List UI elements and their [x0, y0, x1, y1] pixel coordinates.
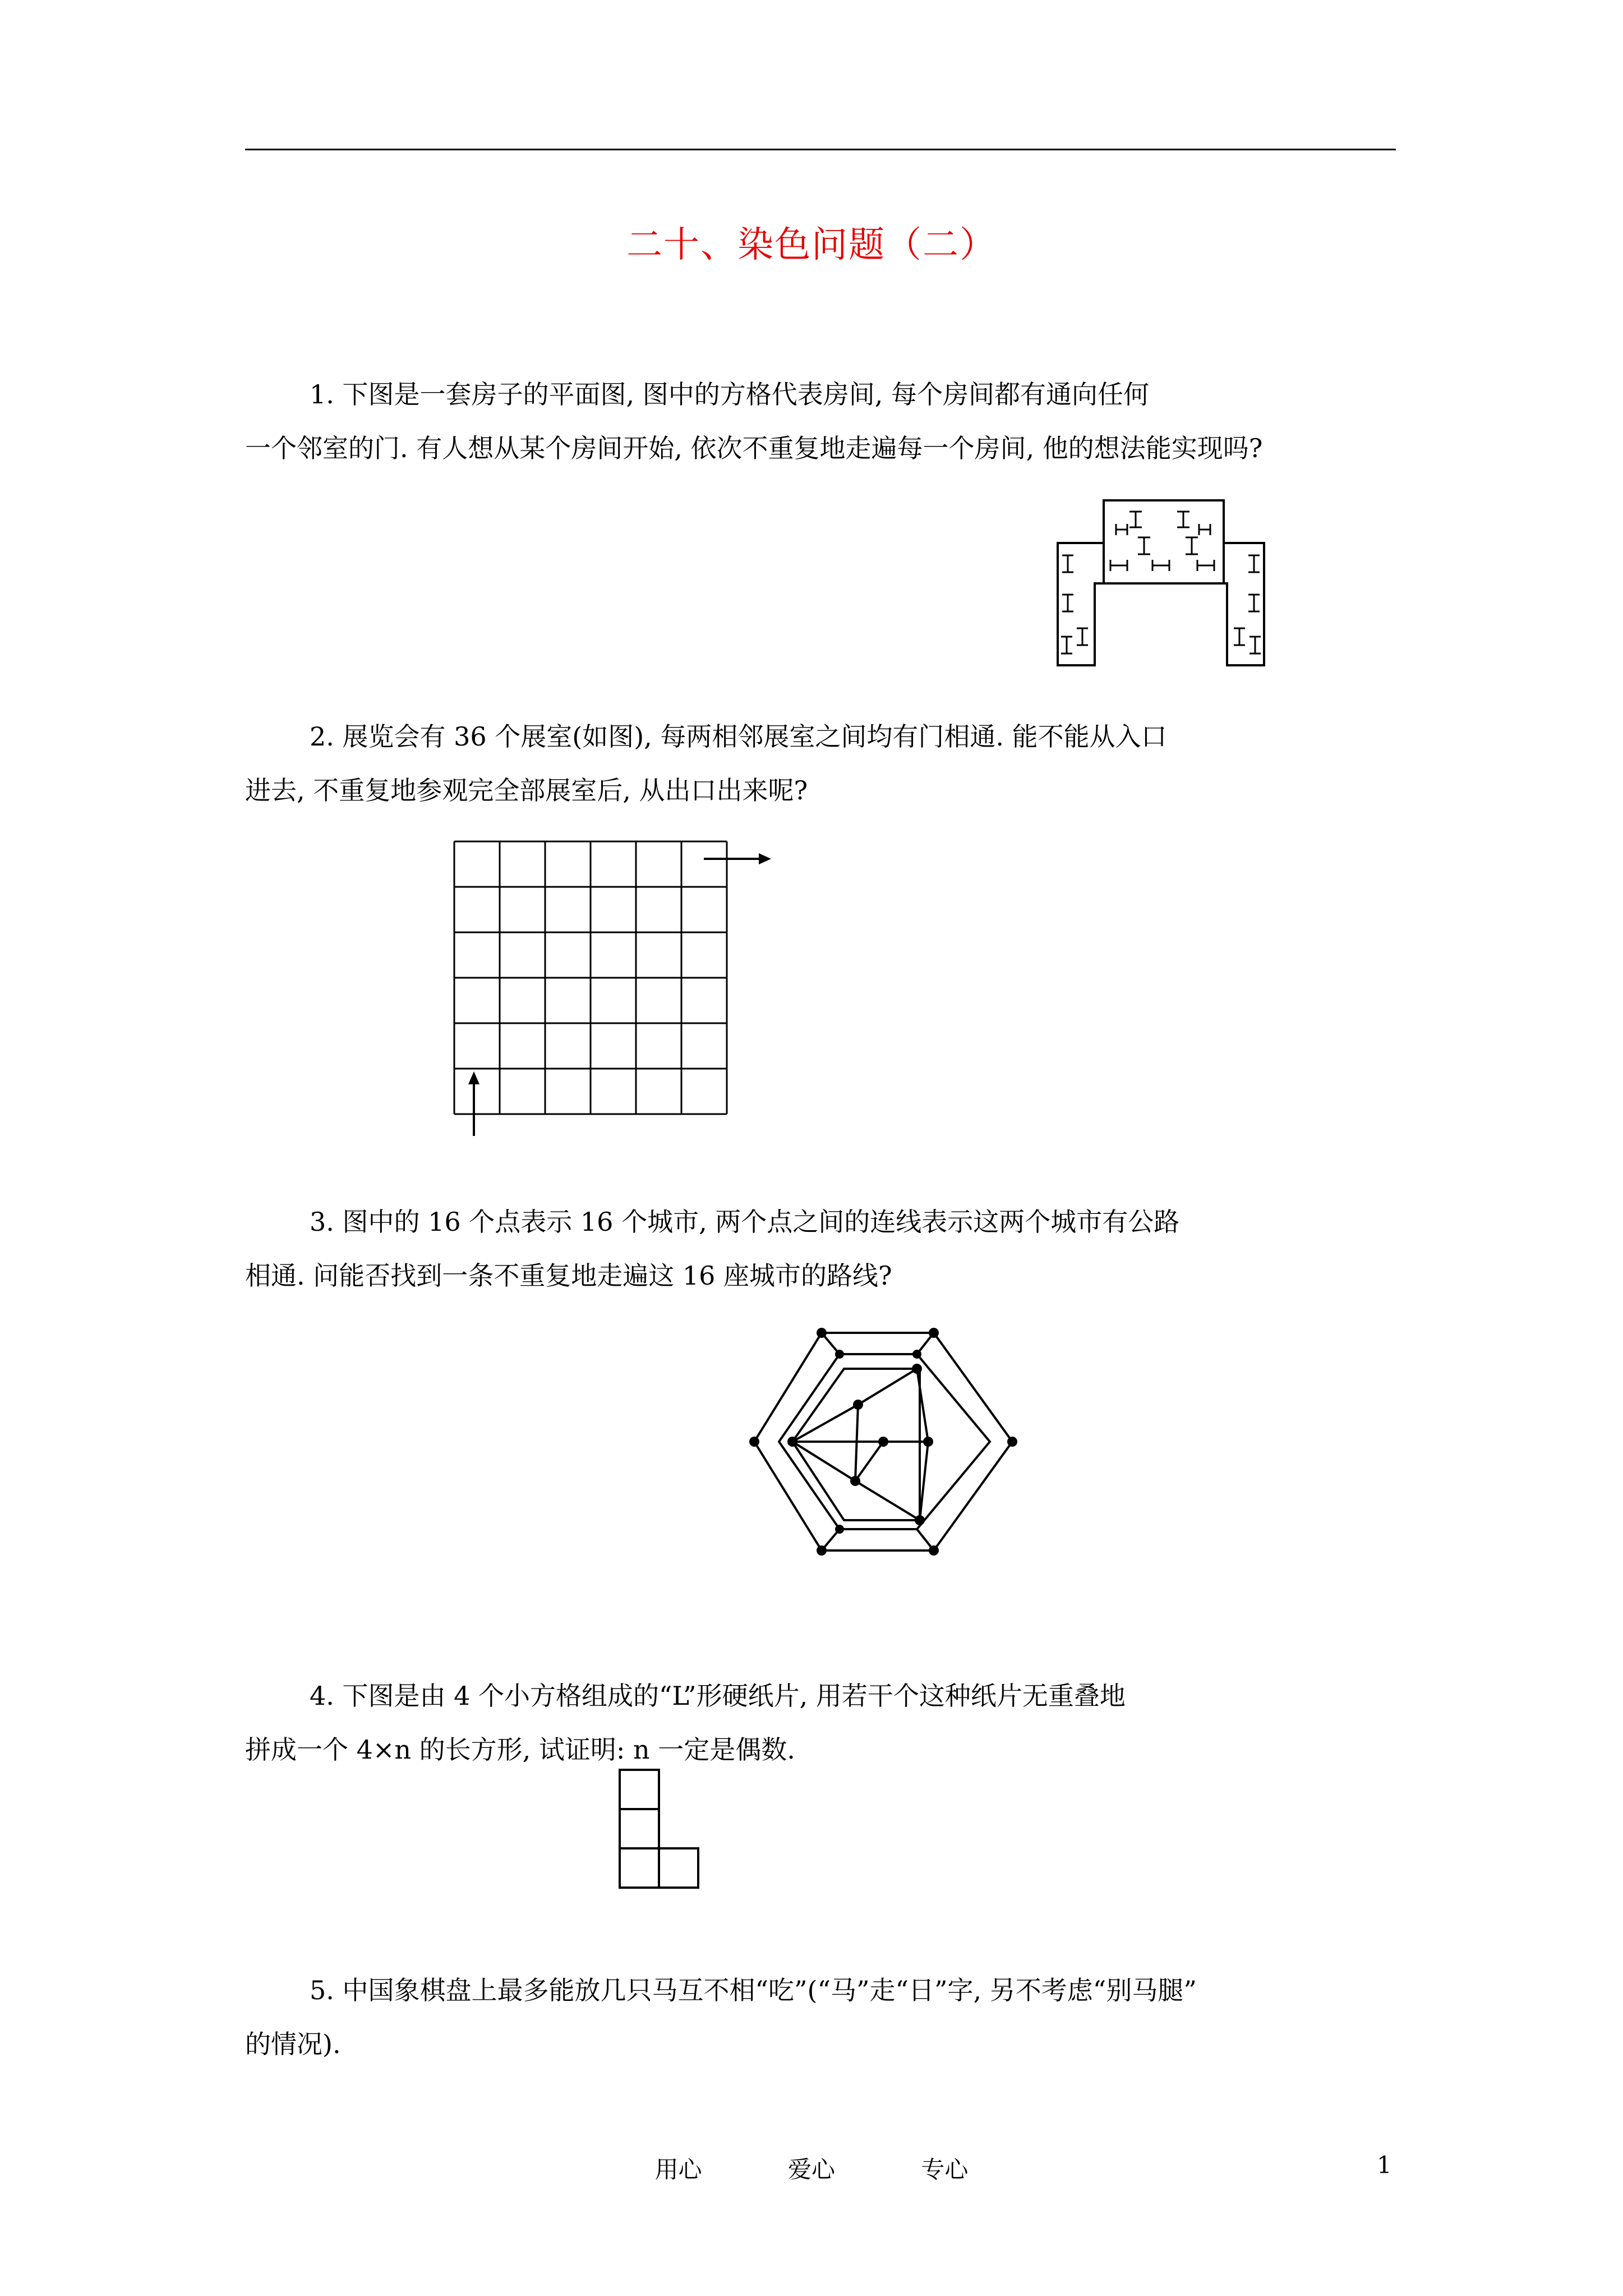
header-rule — [245, 149, 1396, 150]
problem-4-line-1: 4. 下图是由 4 个小方格组成的“L”形硬纸片, 用若干个这种纸片无重叠地 — [310, 1681, 1126, 1711]
problem-5-line-2: 的情况). — [245, 2029, 341, 2059]
problem-2-line-2: 进去, 不重复地参观完全部展室后, 从出口出来呢? — [245, 775, 808, 806]
problem-3 — [245, 1195, 1400, 1303]
house-floor-plan-figure — [1054, 494, 1267, 673]
problem-4-line-2: 拼成一个 4×n 的长方形, 试证明: n 一定是偶数. — [245, 1734, 795, 1765]
problem-2-line-1: 2. 展览会有 36 个展室(如图), 每两相邻展室之间均有门相通. 能不能从入口 — [310, 721, 1167, 752]
problem-1-line-2: 一个邻室的门. 有人想从某个房间开始, 依次不重复地走遍每一个房间, 他的想法能实现吗? — [245, 433, 1263, 463]
problem-4 — [245, 1669, 1400, 1777]
footer-motto-2: 爱心 — [787, 2156, 835, 2183]
problem-1-line-1: 1. 下图是一套房子的平面图, 图中的方格代表房间, 每个房间都有通向任何 — [310, 379, 1149, 409]
footer-motto-3: 专心 — [921, 2156, 969, 2183]
exhibition-grid-figure — [451, 839, 777, 1142]
problem-2 — [245, 710, 1400, 817]
page-number: 1 — [1377, 2151, 1392, 2179]
problem-3-line-2: 相通. 问能否找到一条不重复地走遍这 16 座城市的路线? — [245, 1260, 892, 1291]
page-title: 二十、染色问题（二） — [626, 224, 997, 266]
problem-1 — [245, 367, 1400, 475]
problem-5-line-1: 5. 中国象棋盘上最多能放几只马互不相“吃”(“马”走“日”字, 另不考虑“别马腿” — [310, 1975, 1197, 2005]
l-shape-tile-figure — [617, 1767, 707, 1902]
problem-3-line-1: 3. 图中的 16 个点表示 16 个城市, 两个点之间的连线表示这两个城市有公路 — [310, 1207, 1180, 1237]
problem-5 — [245, 1963, 1400, 2071]
city-network-figure — [743, 1313, 1023, 1565]
footer-motto-1: 用心 — [654, 2156, 702, 2183]
